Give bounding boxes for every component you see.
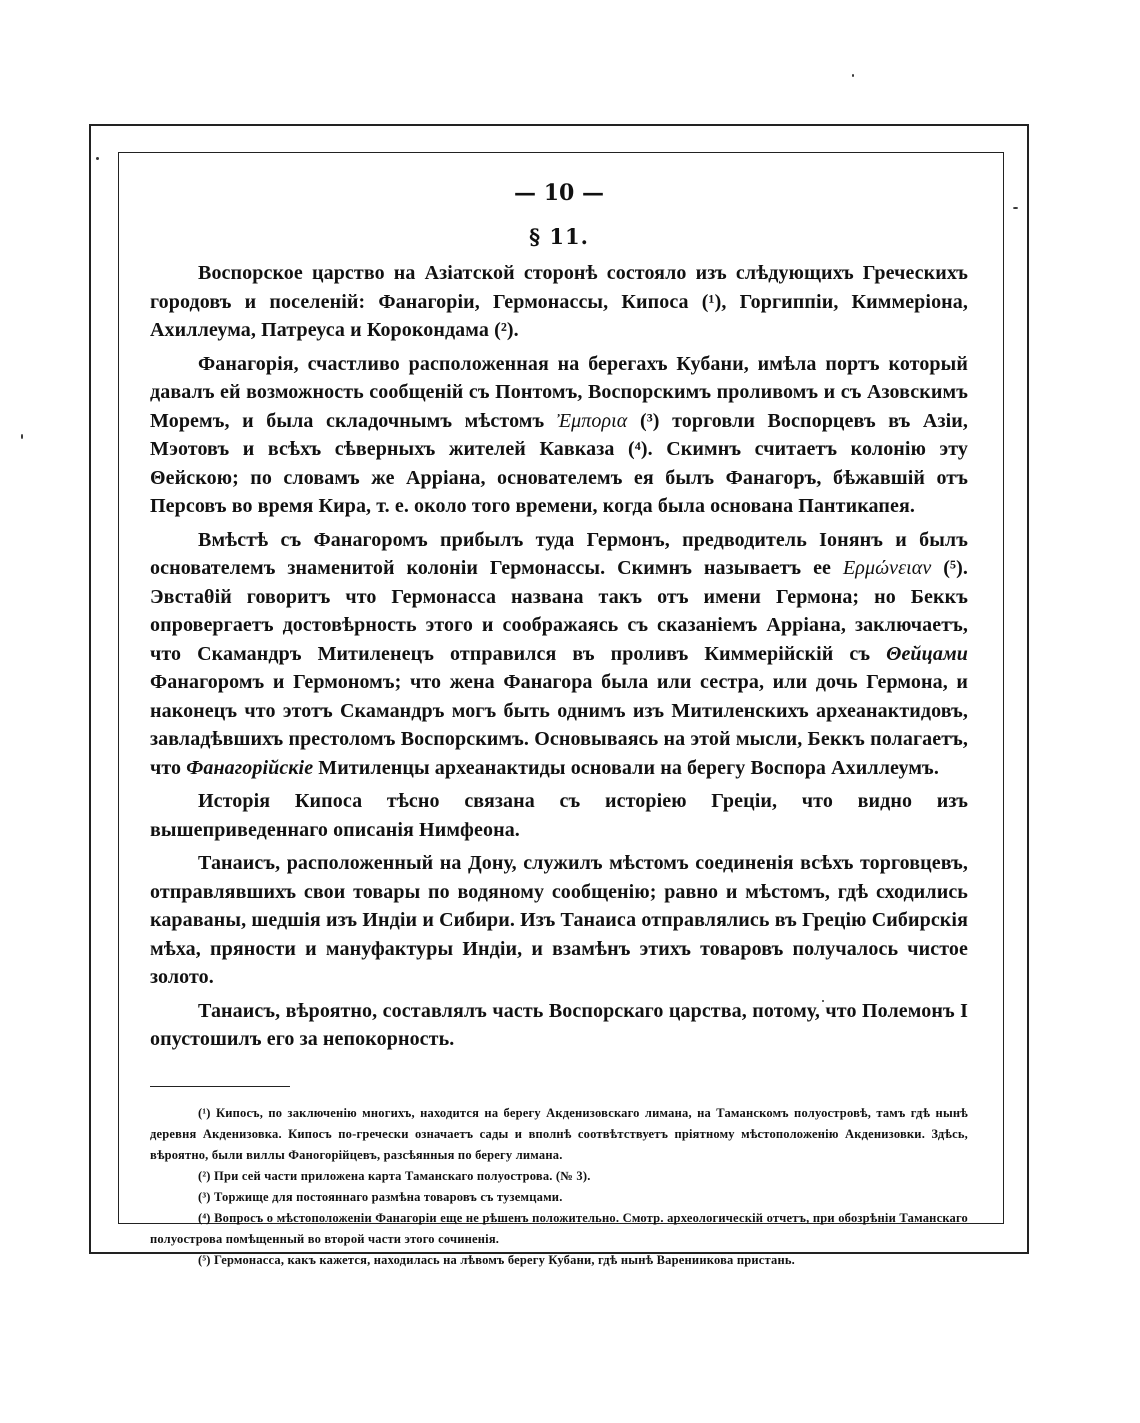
page-number: — 10 — [514,180,604,206]
footnote-marker: (¹) [198,1105,211,1120]
scan-speck [1013,207,1018,209]
paragraph-bosporan-cities: Воспорское царство на Азіатской сторонѣ состояло изъ слѣдующихъ Греческихъ городовъ и поселеній: Фанагоріи, Гермонассы, Кипоса (¹), Горгиппіи, Киммеріона, Ахиллеума, Патреуса и Корокондама (²). [150,262,968,341]
paragraph-hermonassa: Вмѣстѣ съ Фанагоромъ прибылъ туда Гермонъ, предводитель Іонянъ и былъ основателемъ знаменитой колоніи Гермонассы. Скимнъ называетъ ее Ερμώνειαν (⁵). Эвстаθій говоритъ что Гермонасса названа такъ отъ имени Гермона; но Беккъ опровергаетъ достовѣрность этого и соображаясь съ сказаніемъ Арріана, заключаетъ, что Скамандръ Митиленецъ отправился въ проливъ Киммерійскій съ Θейцами Фанагоромъ и Гермономъ; что жена Фанагора была или сестра, или дочь Гермона, и наконецъ что этотъ Скамандръ могъ быть однимъ изъ Митиленскихъ археанактидовъ, завладѣвшихъ престоломъ Воспорскимъ. Основываясь на этой мысли, Беккъ полагаетъ, что Фанагорійскіе Митиленцы археанактиды основали на берегу Воспора Ахиллеумъ. [150,528,968,779]
footnote-5: (⁵) Гермонасса, какъ кажется, находилась на лѣвомъ берегу Кубани, гдѣ нынѣ Варениикова пристань. [198,1252,796,1267]
greek-emporia: Ἐμπορια [556,409,628,432]
italic-teians: Θейцами [886,642,968,665]
paragraph-phanagoria: Фанагорія, счастливо расположенная на берегахъ Кубани, имѣла портъ который давалъ ей возможность сообщеній съ Понтомъ, Воспорскимъ проливомъ и съ Азовскимъ Моремъ, и была складочнымъ мѣстомъ Ἐμπορια (³) торговли Воспорцевъ въ Азіи, Мэотовъ и всѣхъ сѣверныхъ жителей Кавказа (⁴). Скимнъ считаетъ колонію эту Θейскою; по словамъ же Арріана, основателемъ ея былъ Фанагоръ, бѣжавшій отъ Персовъ во время Кира, т. е. около того времени, когда была основана Пантикапея. [150,352,968,517]
scan-speck [852,74,854,77]
footnote-4: (⁴) Вопросъ о мѣстоположеніи Фанагоріи еще не рѣшенъ положительно. Смотр. археологическій отчетъ, при обозрѣніи Таманскаго полуострова помѣщенный во второй части этого сочиненія. [150,1210,968,1246]
footnote-marker: (²) [198,1168,211,1183]
footnote-marker: (⁵) [198,1252,211,1267]
footnote-marker: (³) [198,1189,211,1204]
paragraph-kepoi: Исторія Кипоса тѣсно связана съ исторіею Греціи, что видно изъ вышеприведеннаго описанія Нимфеона. [150,790,968,841]
paragraph-tanais-bosporus: Танаисъ, вѣроятно, составлялъ часть Воспорскаго царства, потому, что Полемонъ I опустошилъ его за непокорность. [150,999,968,1050]
paragraph-tanais: Танаисъ, расположенный на Дону, служилъ мѣстомъ соединенія всѣхъ торговцевъ, отправлявшихъ свои товары по водяному сообщенію; равно и мѣстомъ, гдѣ сходились караваны, шедшія изъ Индіи и Сибири. Изъ Танаиса отправлялись въ Грецію Сибирскія мѣха, пряности и мануфактуры Индіи, и взамѣнъ этихъ товаровъ получалось чистое золото. [150,852,968,988]
footnote-divider [150,1086,290,1087]
greek-hermoneian: Ερμώνειαν [842,557,932,579]
italic-phanagorian: Фанагорійскіе [186,756,314,779]
footnote-2: (²) При сей части приложена карта Таманскаго полуострова. (№ 3). [198,1168,591,1183]
section-heading: § 11. [529,224,589,249]
scan-speck [96,157,99,160]
footnote-1: (¹) Кипосъ, по заключенію многихъ, находится на берегу Акденизовскаго лимана, на Таманскомъ полуостровѣ, тамъ гдѣ нынѣ деревня Акденизовка. Кипосъ по-гречески означаетъ сады и вполнѣ соотвѣтствуетъ пріятному мѣстоположенію Акденизовки. Здѣсь, вѣроятно, были виллы Фаногорійцевъ, разсѣянныя по берегу лимана. [150,1105,969,1162]
footnote-marker: (⁴) [198,1210,211,1225]
scan-speck [21,434,23,439]
page-content [150,178,968,1271]
footnote-3: (³) Торжище для постояннаго размѣна товаровъ съ туземцами. [198,1189,563,1204]
